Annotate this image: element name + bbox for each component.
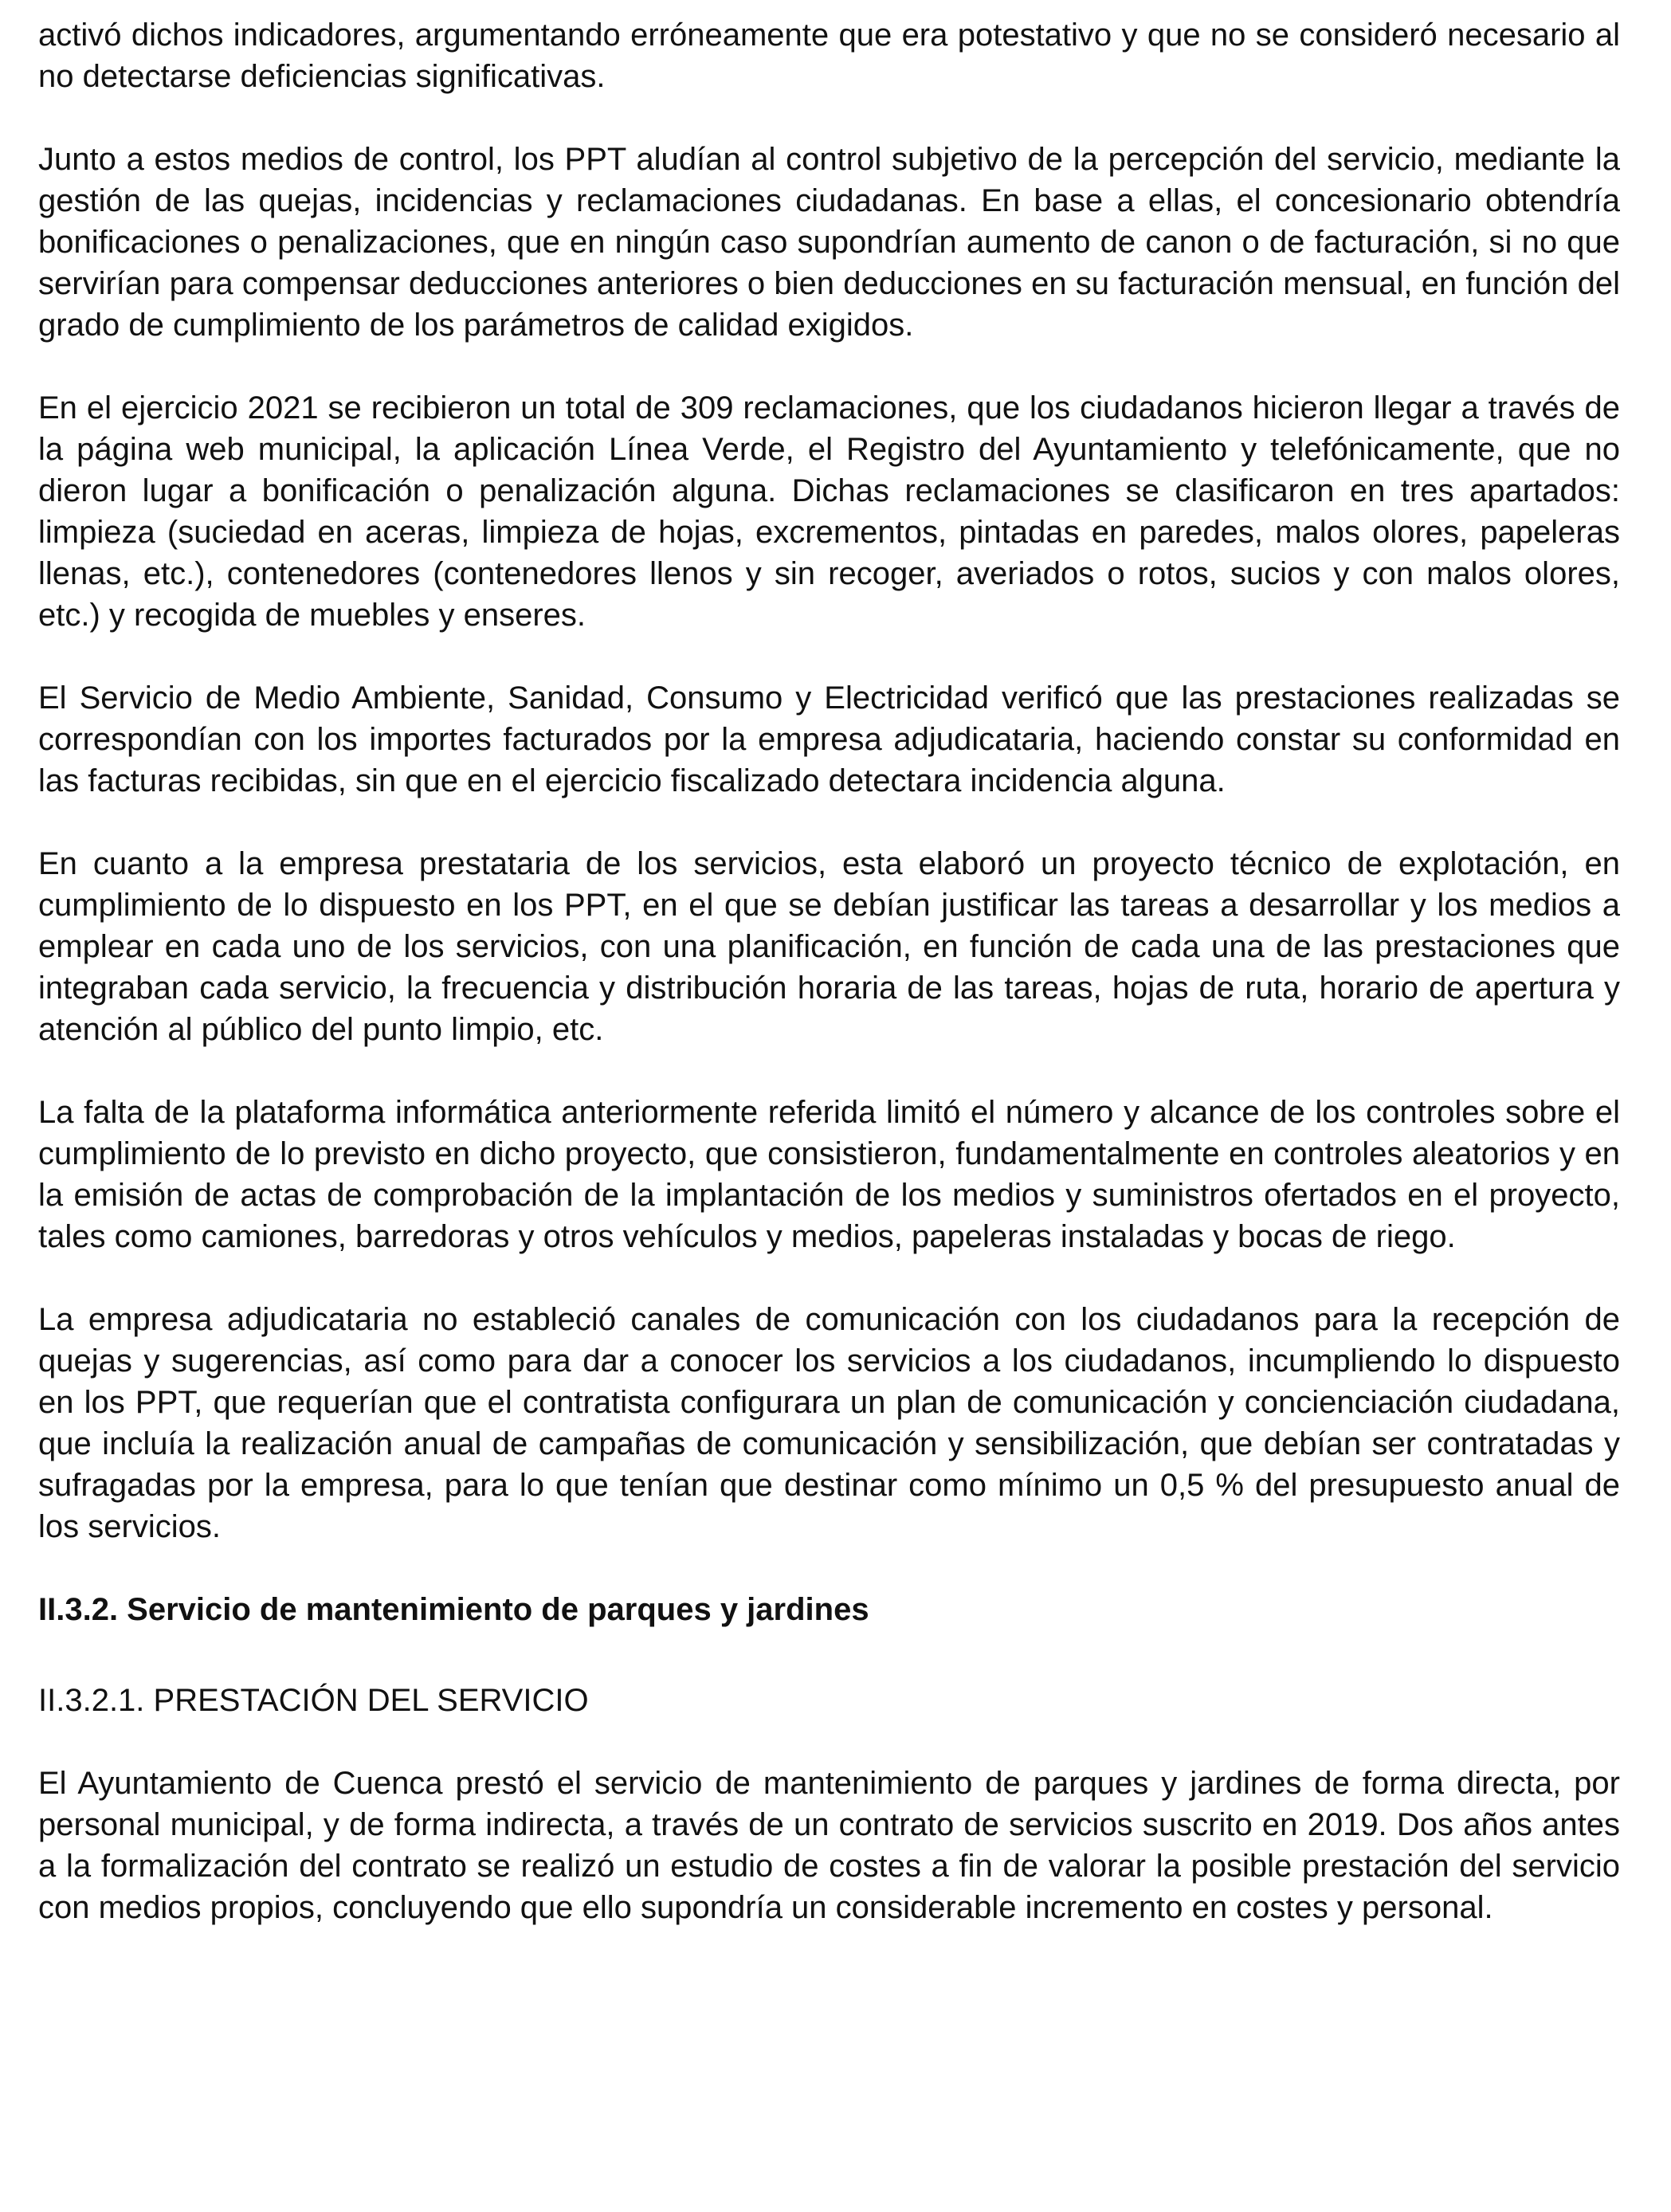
paragraph-technical-project: En cuanto a la empresa prestataria de los servicios, esta elaboró un proyecto técnico de explotación, en cumplimiento de lo dispuesto en los PPT, en el que se debían justificar las tareas a desarrollar y los medios a emplear en cada uno de los servicios, con una planificación, en función de cada una de las prestaciones que integraban cada servicio, la frecuencia y distribución horaria de las tareas, hojas de ruta, horario de apertura y atención al público del punto limpio, etc. [38, 846, 1620, 1047]
paragraph-2021-claims: En el ejercicio 2021 se recibieron un total de 309 reclamaciones, que los ciudadanos hicieron llegar a través de la página web municipal, la aplicación Línea Verde, el Registro del Ayuntamiento y telefónicamente, que no dieron lugar a bonificación o penalización alguna. Dichas reclamaciones se clasificaron en tres apartados: limpieza (suciedad en aceras, limpieza de hojas, excrementos, pintadas en paredes, malos olores, papeleras llenas, etc.), contenedores (contenedores llenos y sin recoger, averiados o rotos, sucios y con malos olores, etc.) y recogida de muebles y enseres. [38, 390, 1620, 633]
paragraph-parks-service: El Ayuntamiento de Cuenca prestó el servicio de mantenimiento de parques y jardines de forma directa, por personal municipal, y de forma indirecta, a través de un contrato de servicios suscrito en 2019. Dos años antes a la formalización del contrato se realizó un estudio de costes a fin de valorar la posible prestación del servicio con medios propios, concluyendo que ello supondría un considerable incremento en costes y personal. [38, 1766, 1620, 1925]
document-page [38, 14, 1620, 1970]
subsection-heading: II.3.2.1. PRESTACIÓN DEL SERVICIO [38, 1683, 589, 1718]
paragraph-complaints-control: Junto a estos medios de control, los PPT aludían al control subjetivo de la percepción del servicio, mediante la gestión de las quejas, incidencias y reclamaciones ciudadanas. En base a ellas, el concesionario obtendría bonificaciones o penalizaciones, que en ningún caso supondrían aumento de canon o de facturación, si no que servirían para compensar deducciones anteriores o bien deducciones en su facturación mensual, en función del grado de cumplimiento de los parámetros de calidad exigidos. [38, 142, 1620, 343]
section-heading: II.3.2. Servicio de mantenimiento de parques y jardines [38, 1592, 869, 1627]
paragraph-communication-channels: La empresa adjudicataria no estableció canales de comunicación con los ciudadanos para la recepción de quejas y sugerencias, así como para dar a conocer los servicios a los ciudadanos, incumpliendo lo dispuesto en los PPT, que requerían que el contratista configurara un plan de comunicación y concienciación ciudadana, que incluía la realización anual de campañas de comunicación y sensibilización, que debían ser contratadas y sufragadas por la empresa, para lo que tenían que destinar como mínimo un 0,5 % del presupuesto anual de los servicios. [38, 1302, 1620, 1544]
paragraph-environment-service: El Servicio de Medio Ambiente, Sanidad, Consumo y Electricidad verificó que las prestaciones realizadas se correspondían con los importes facturados por la empresa adjudicataria, haciendo constar su conformidad en las facturas recibidas, sin que en el ejercicio fiscalizado detectara incidencia alguna. [38, 680, 1620, 798]
paragraph-platform-controls: La falta de la plataforma informática anteriormente referida limitó el número y alcance de los controles sobre el cumplimiento de lo previsto en dicho proyecto, que consistieron, fundamentalmente en controles aleatorios y en la emisión de actas de comprobación de la implantación de los medios y suministros ofertados en el proyecto, tales como camiones, barredoras y otros vehículos y medios, papeleras instaladas y bocas de riego. [38, 1095, 1620, 1254]
paragraph-indicators: activó dichos indicadores, argumentando erróneamente que era potestativo y que no se consideró necesario al no detectarse deficiencias significativas. [38, 18, 1620, 94]
